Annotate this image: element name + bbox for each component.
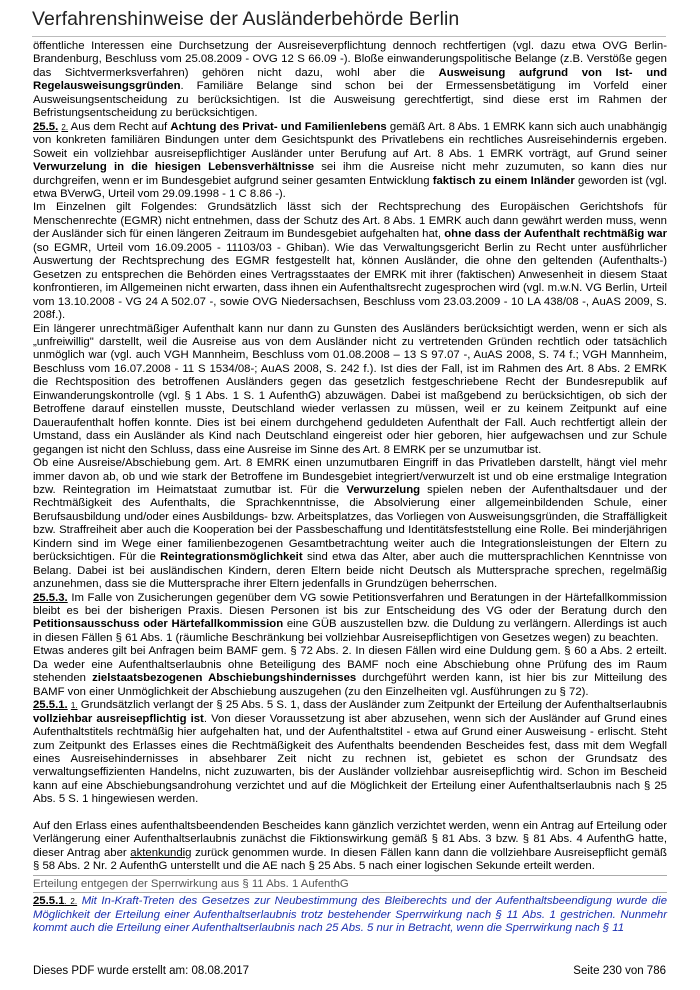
paragraph-25-5-1-2: 25.5.1. 2. Mit In-Kraft-Treten des Gesetzes zur Neubestimmung des Bleiberechts und der Aufenthaltsbeendigung wurde die Möglichkeit der Erteilung einer Aufenthaltserlaubnis trotz bestehender Sperrwirkung nach § 11 Abs. 1 gestrichen. Nunmehr kommt auch die Erteilung einer Aufenthaltserlaubnis nach 25 Abs. 5 nur in Betracht, wenn die Sperrwirkung nach § 11	[33, 895, 667, 934]
page-header-title: Verfahrenshinweise der Ausländerbehörde Berlin	[32, 8, 460, 30]
section-number: 25.5.1.	[33, 699, 68, 712]
paragraph: Ein längerer unrechtmäßiger Aufenthalt kann nur dann zu Gunsten des Ausländers berücksichtigt werden, wenn er sich als „unfreiwillig" darstellt, weil die Ausreise aus von dem Ausländer nicht zu vertretenden Gründen rechtlich oder tatsächlich unmöglich war (vgl. auch VGH Mannheim, Beschluss vom 01.08.2008 – 13 S 97.07 -, AuAS 2008, S. 74 f.; VGH Mannheim, Beschluss vom 16.07.2008 - 11 S 1534/08-; AuAS 2008, S. 242 f.). Ist dies der Fall, ist im Rahmen des Art. 8 Abs. 2 EMRK die Rechtsposition des betroffenen Ausländers gegen das gesetzlich festgeschriebene Recht der Bundesrepublik auf Einwanderungskontrolle (vgl. § 1 Abs. 1 S. 1 AufenthG) abzuwägen. Dabei ist maßgebend zu berücksichtigen, ob sich der Betroffene darauf einstellen musste, Deutschland wieder verlassen zu müssen, weil er zu keinem Zeitpunkt auf eine Daueraufenthalt hoffen konnte. Dies ist bei einem durchgehend geduldeten Aufenthalt der Fall. Auch rechtfertigt allein der Umstand, dass ein Ausländer als Kind nach Deutschland eingereist oder hier geboren, hier aufgewachsen und zur Schule gegangen ist nicht den Schluss, dass eine Ausreise im Sinne des Art. 8 EMRK per se unzumutbar ist.	[33, 322, 667, 456]
subsection-number: 2.	[61, 122, 69, 132]
header-divider	[32, 36, 666, 37]
section-number: 25.5.3.	[33, 591, 68, 604]
document-body	[33, 40, 667, 935]
paragraph: Im Einzelnen gilt Folgendes: Grundsätzlich lässt sich der Rechtsprechung des Europäischen Gerichtshofs für Menschenrechte (EGMR) nicht entnehmen, dass der Schutz des Art. 8 Abs. 1 EMRK auch dann gewährt werden muss, wenn der Ausländer sich für einen längeren Zeitraum im Bundesgebiet aufgehalten hat, ohne dass der Aufenthalt rechtmäßig war (so EGMR, Urteil vom 16.09.2005 - 11103/03 - Ghiban). Wie das Verwaltungsgericht Berlin zu Recht unter ausführlicher Auswertung der Rechtsprechung des EGMR festgestellt hat, können Ausländer, die ohne den geltenden (Aufenthalts-) Gesetzen zu entsprechen die Behörden eines Vertragsstaates der EMRK mit ihrer (faktischen) Anwesenheit in diesem Staat konfrontieren, im Allgemeinen nicht erwarten, dass ihnen ein Aufenthaltsrecht zugesprochen wird (vgl. m.w.N. VG Berlin, Urteil vom 13.10.2008 - VG 24 A 502.07 -, sowie OVG Niedersachsen, Beschluss vom 23.03.2009 - 10 LA 438/08 -, AuAS 2009, S. 208f.).	[33, 201, 668, 322]
footer-page-number: Seite 230 von 786	[573, 965, 666, 977]
footer-created-date: Dieses PDF wurde erstellt am: 08.08.2017	[33, 965, 250, 977]
paragraph-25-5-3: 25.5.3. Im Falle von Zusicherungen gegenüber dem VG sowie Petitionsverfahren und Beratungen in der Härtefallkommission bleibt es bei der bisherigen Praxis. Diesen Personen ist bis zur Entscheidung des VG oder der Beratung durch den Petitionsausschuss oder Härtefallkommission eine GÜB auszustellen bzw. die Duldung zu verlängern. Allerdings ist auch in diesen Fällen § 61 Abs. 1 (räumliche Beschränkung bei vollziehbar Ausreisepflichtigen von Gesetzes wegen) zu beachten.	[33, 591, 667, 644]
paragraph: Ob eine Ausreise/Abschiebung gem. Art. 8 EMRK einen unzumutbaren Eingriff in das Privatleben darstellt, hängt viel mehr immer davon ab, ob und wie stark der Betroffene im Bundesgebiet integriert/verwurzelt ist und ob eine erstmalige Integration bzw. Reintegration im Heimatstaat zumutbar ist. Für die Verwurzelung spielen neben der Aufenthaltsdauer und der Rechtmäßigkeit des Aufenthalts, die Sprachkenntnisse, die Absolvierung einer allgemeinbildenden Schule, einer Berufsausbildung und/oder eines Ausbildungs- bzw. Arbeitsplatzes, das Vorliegen von Ausweisungsgründen, die Straffälligkeit bzw. Straffreiheit aber auch die Kooperation bei der Passbeschaffung und Identitätsfeststellung eine Rolle. Bei minderjährigen Kindern sind im Wege einer familienbezogenen Gesamtbetrachtung weiter auch die Integrationsleistungen der Eltern zu berücksichtigen. Für die Reintegrationsmöglichkeit sind etwa das Alter, aber auch die muttersprachlichen Kenntnisse von Belang. Dabei ist bei ausländischen Kindern, deren Eltern beide nicht Deutsch als Muttersprache sprechen, regelmäßig anzunehmen, dass sie die Muttersprache ihrer Eltern jedenfalls in Grundzügen beherrschen.	[33, 457, 667, 591]
paragraph: Auf den Erlass eines aufenthaltsbeendenden Bescheides kann gänzlich verzichtet werden, wenn ein Antrag auf Erteilung oder Verlängerung einer Aufenthaltserlaubnis zunächst die Fiktionswirkung gemäß § 81 Abs. 3 bzw. § 81 Abs. 4 AufenthG hatte, dieser Antrag aber aktenkundig zurück genommen wurde. In diesen Fällen kann dann die vollziehbare Ausreisepflicht gemäß § 58 Abs. 2 Nr. 2 AufenthG unterstellt und die AE nach § 25 Abs. 5 nach einer logischen Sekunde erteilt werden.	[33, 819, 667, 873]
paragraph: Etwas anderes gilt bei Anfragen beim BAMF gem. § 72 Abs. 2. In diesen Fällen wird eine Duldung gem. § 60 a Abs. 2 erteilt. Da weder eine Aufenthaltserlaubnis ohne Beteiligung des BAMF noch eine Abschiebung ohne Prüfung des im Raum stehenden zielstaatsbezogenen Abschiebungshindernisses durchgeführt werden kann, ist hier bis zur Mitteilung des BAMF von einer Unmöglichkeit der Abschiebung auszugehen (zu den Einzelheiten vgl. Ausführungen zu § 72).	[33, 645, 667, 698]
paragraph-25-5-2: 25.5. 2. Aus dem Recht auf Achtung des Privat- und Familienlebens gemäß Art. 8 Abs. 1 EMRK kann sich auch unabhängig von konkreten familiären Bindungen unter dem Gesichtspunkt des Privatlebens ein rechtliches Ausreisehindernis ergeben. Soweit ein vollziehbar ausreisepflichtiger Ausländer unter Berufung auf Art. 8 Abs. 1 EMRK vorträgt, auf Grund seiner Verwurzelung in die hiesigen Lebensverhältnisse sei ihm die Ausreise nicht mehr zuzumuten, so kann dies nur durchgreifen, wenn er im Bundesgebiet aufgrund seiner gesamten Entwicklung faktisch zu einem Inländer geworden ist (vgl. etwa BVerwG, Urteil vom 29.09.1998 - 1 C 8.86 -).	[33, 120, 668, 200]
page-footer	[33, 965, 666, 977]
paragraph-25-5-1-1: 25.5.1. 1. Grundsätzlich verlangt der § 25 Abs. 5 S. 1, dass der Ausländer zum Zeitpunkt der Erteilung der Aufenthaltserlaubnis vollziehbar ausreisepflichtig ist. Von dieser Voraussetzung ist aber abzusehen, wenn sich der Ausländer auf Grund eines Aufenthaltstitels rechtmäßig hier aufgehalten hat, und der Aufenthaltstitel - etwa auf Grund einer Ausweisung - erlischt. Steht zum Zeitpunkt des Erlasses eines die Rechtmäßigkeit des Aufenthalts beendenden Bescheides fest, dass mit dem Wegfall eines Ausreisehindernisses in absehbarer Zeit nicht zu rechnen ist, gebietet es schon der Grundsatz des verwaltungseffizienten Handelns, nicht zuzuwarten, bis der Ausländer vollziehbar ausreisepflichtig wird. Schon im Bescheid kann auf eine Abschiebungsandrohung verzichtet und auf die Möglichkeit der Erteilung einer Aufenthaltserlaubnis nach § 25 Abs. 5 S. 1 hingewiesen werden.	[33, 699, 667, 806]
divider	[33, 875, 667, 876]
section-number: 25.5.1	[33, 895, 65, 908]
section-number: 25.5.	[33, 120, 59, 133]
subsection-number: 1.	[70, 701, 78, 711]
paragraph: öffentliche Interessen eine Durchsetzung der Ausreiseverpflichtung dennoch rechtfertigen (vgl. dazu etwa OVG Berlin-Brandenburg, Beschluss vom 25.08.2009 - OVG 12 S 66.09 -). Bloße einwanderungspolitische Belange (z.B. Verstöße gegen das Sichtvermerksverfahren) gehören nicht dazu, wohl aber die Ausweisung aufgrund von Ist- und Regelausweisungsgründen. Familiäre Belange sind schon bei der Ermessensbetätigung im Vorfeld einer Ausweisungsentscheidung zu berücksichtigen. Ist die Ausweisung gerechtfertigt, sind diese erst im Rahmen der Befristungsentscheidung zu berücksichtigen.	[33, 40, 667, 120]
section-heading: Erteilung entgegen der Sperrwirkung aus § 11 Abs. 1 AufenthG	[33, 878, 667, 893]
subsection-number: . 2.	[64, 897, 78, 907]
